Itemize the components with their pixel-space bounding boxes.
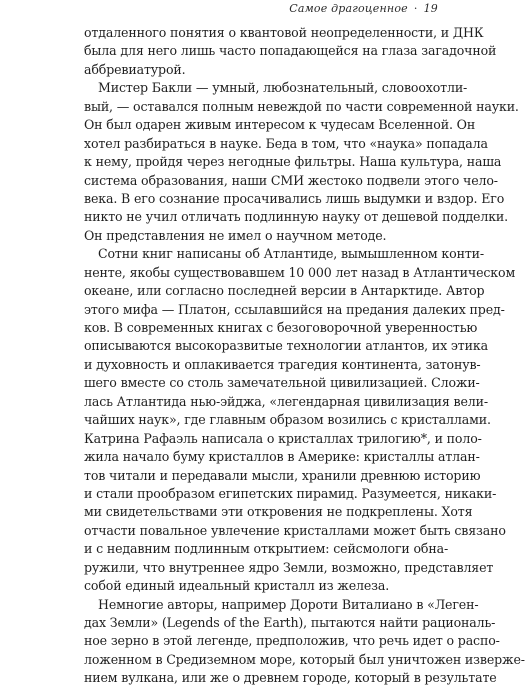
text-line: и стали прообразом египетских пирамид. Разумеется, никаки- [84,485,497,501]
text-line: ков. В современных книгах с безоговорочной уверенностью [84,320,478,335]
text-line: ружили, что внутреннее ядро Земли, возможно, представляет [84,559,494,575]
running-header-title: Самое драгоценное [289,2,408,15]
page-number: 19 [423,2,438,15]
text-line: к нему, пройдя через негодные фильтры. Наша культура, наша [84,154,502,170]
text-line: никто не учил отличать подлинную науку от дешевой подделки. [84,209,509,225]
text-line: этого мифа — Платон, ссылавшийся на предания далеких пред- [84,301,505,317]
running-header [289,2,438,15]
text-line: Он представления не имел о научном методе. [84,227,387,243]
text-line: система образования, наши СМИ жестоко подвели этого чело- [84,172,498,188]
text-line: шего вместе со столь замечательной цивилизацией. Сложи- [84,375,480,391]
text-line: аббревиатурой. [84,61,186,77]
text-line: Сотни книг написаны об Атлантиде, вымышленном конти- [98,246,484,262]
text-line: ми свидетельствами эти откровения не подкреплены. Хотя [84,504,473,520]
text-line: собой единый идеальный кристалл из железа. [84,578,390,594]
text-line: ненте, якобы существовавшем 10 000 лет назад в Атлантическом [84,264,516,280]
text-line: Он был одарен живым интересом к чудесам Вселенной. Он [84,117,476,133]
text-line: океане, или согласно последней версии в Антарктиде. Автор [84,283,485,299]
text-line: нием вулкана, или же о древнем городе, который в результате [84,670,497,686]
text-line: была для него лишь часто попадающейся на глаза загадочной [84,43,497,59]
text-line: дах Земли» (Legends of the Earth), пытаются найти рациональ- [84,615,496,630]
text-line: века. В его сознание просачивались лишь выдумки и вздор. Его [84,190,505,206]
text-line: Немногие авторы, например Дороти Виталиано в «Леген- [98,596,479,612]
text-line: хотел разбираться в науке. Беда в том, что «наука» попадала [84,135,488,151]
text-line: лась Атлантида нью-эйджа, «легендарная цивилизация вели- [84,393,488,409]
text-line: отдаленного понятия о квантовой неопределенности, и ДНК [84,25,484,40]
text-line: и с недавним подлинным открытием: сейсмологи обна- [84,541,449,557]
text-line: тов читали и передавали мысли, хранили древнюю историю [84,467,481,483]
text-line: вый, — оставался полным невеждой по части современной науки. [84,98,519,114]
text-line: ное зерно в этой легенде, предположив, что речь идет о распо- [84,633,500,649]
text-line: отчасти повальное увлечение кристаллами может быть связано [84,522,506,538]
text-line: чайших наук», где главным образом возились с кристаллами. [84,412,491,428]
text-line: Катрина Рафаэль написала о кристаллах трилогию*, и поло- [84,430,482,446]
text-line: описываются высокоразвитые технологии атлантов, их этика [84,338,488,354]
running-header-separator: · [413,2,418,15]
body-text [84,24,525,688]
text-line: жила начало буму кристаллов в Америке: кристаллы атлан- [84,449,480,465]
text-line: ложенном в Средиземном море, который был уничтожен изверже- [84,651,525,667]
text-line: Мистер Бакли — умный, любознательный, словоохотли- [98,80,468,96]
text-line: и духовность и оплакивается трагедия континента, затонув- [84,356,481,372]
